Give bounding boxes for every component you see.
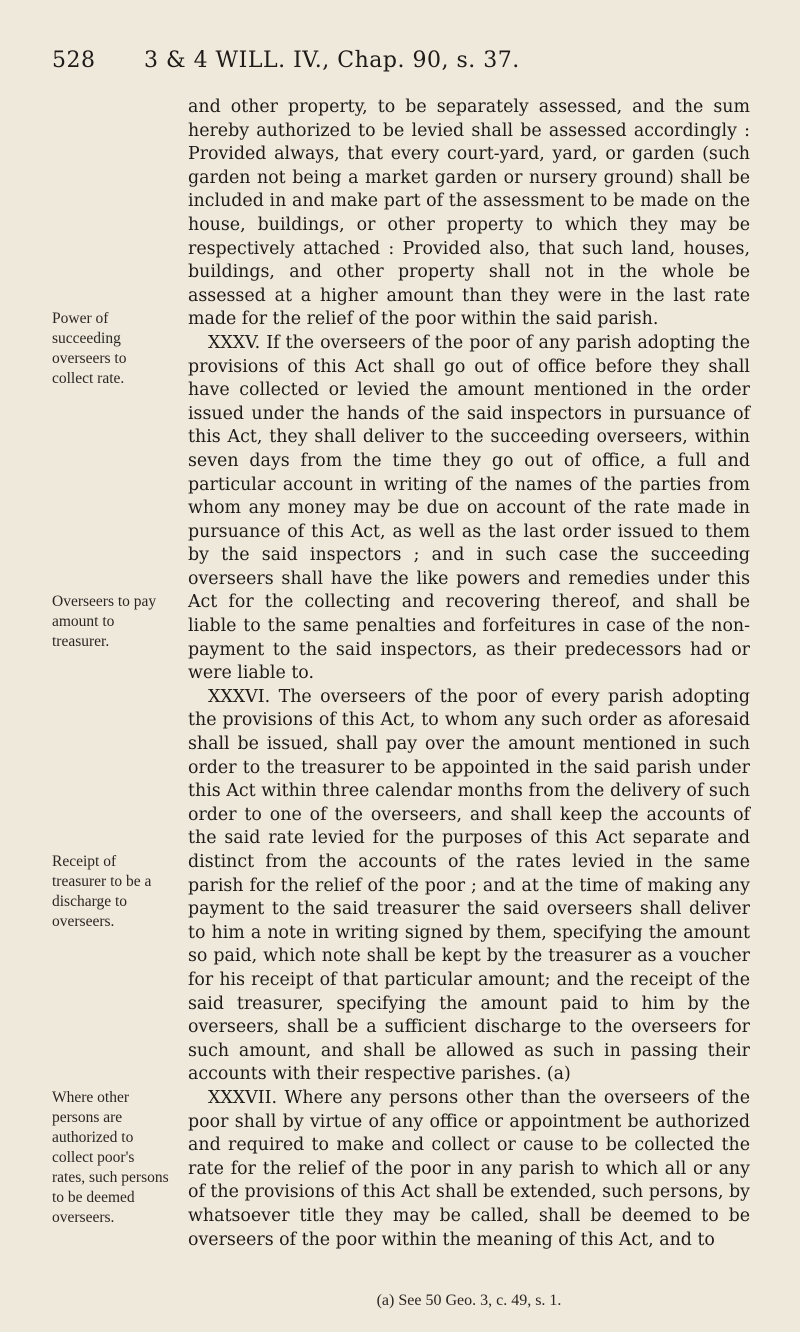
paragraph-section-35: XXXV. If the overseers of the poor of any parish adopting the provisions of this Act shall go out of office before they shall have collected or levied the amount mentioned in the order issued under the hands of the said inspectors in pursuance of this Act, they shall deliver to the succeeding overseers, within seven days from the time they go out of office, a full and particular account in writing of the names of the parties from whom any money may be due on account of the rate made in pursuance of this Act, as well as the last order issued to them by the said inspectors ; and in such case the succeeding overseers shall have the like powers and remedies under this Act for the collecting and recovering thereof, and shall be liable to the same penalties and forfeitures in case of the non-payment to the said inspectors, as their predecessors had or were liable to. bbox=[188, 332, 750, 684]
page-header bbox=[52, 48, 748, 84]
running-title: 3 & 4 WILL. IV., Chap. 90, s. 37. bbox=[144, 48, 520, 73]
page-number: 528 bbox=[52, 48, 96, 73]
side-note-overseers-to-pay: Overseers to pay amount to treasurer. bbox=[52, 593, 157, 650]
main-text bbox=[188, 96, 750, 1252]
paragraph-continuation: and other property, to be separately assessed, and the sum hereby authorized to be levied shall be assessed accordingly : Provided always, that every court-yard, yard, or garden (such garden not being a market garden or nursery ground) shall be included in and make part of the assessment to be made on the house, buildings, or other property to which they may be respectively attached : Provided also, that such land, houses, buildings, and other property shall not in the whole be assessed at a higher amount than they were in the last rate made for the relief of the poor within the said parish. bbox=[188, 97, 750, 330]
paragraph-section-37: XXXVII. Where any persons other than the overseers of the poor shall by virtue of any office or appointment be authorized and required to make and collect or cause to be collected the rate for the relief of the poor in any parish to which all or any of the provisions of this Act shall be extended, such persons, by whatsoever title they may be called, shall be deemed to be overseers of the poor within the meaning of this Act, and to bbox=[188, 1087, 750, 1250]
side-note-power-of-succeeding-overseers: Power of succeeding overseers to collect rate. bbox=[52, 310, 127, 387]
footnote: (a) See 50 Geo. 3, c. 49, s. 1. bbox=[376, 1292, 562, 1309]
paragraph-section-36: XXXVI. The overseers of the poor of every parish adopting the provisions of this Act, to whom any such order as aforesaid shall be issued, shall pay over the amount mentioned in such order to the treasurer to be appointed in the said parish under this Act within three calendar months from the delivery of such order to one of the overseers, and shall keep the accounts of the said rate levied for the purposes of this Act separate and distinct from the accounts of the rates levied in the same parish for the relief of the poor ; and at the time of making any payment to the said treasurer the said overseers shall deliver to him a note in writing signed by them, specifying the amount so paid, which note shall be kept by the treasurer as a voucher for his receipt of that particular amount; and the receipt of the said treasurer, specifying the amount paid to him by the overseers, shall be a sufficient discharge to the overseers for such amount, and shall be allowed as such in passing their accounts with their respective parishes. (a) bbox=[188, 686, 750, 1085]
side-note-other-persons-deemed-overseers: Where other persons are authorized to collect poor's rates, such persons to be deemed overseers. bbox=[52, 1089, 169, 1226]
side-note-receipt-of-treasurer: Receipt of treasurer to be a discharge to overseers. bbox=[52, 853, 152, 930]
